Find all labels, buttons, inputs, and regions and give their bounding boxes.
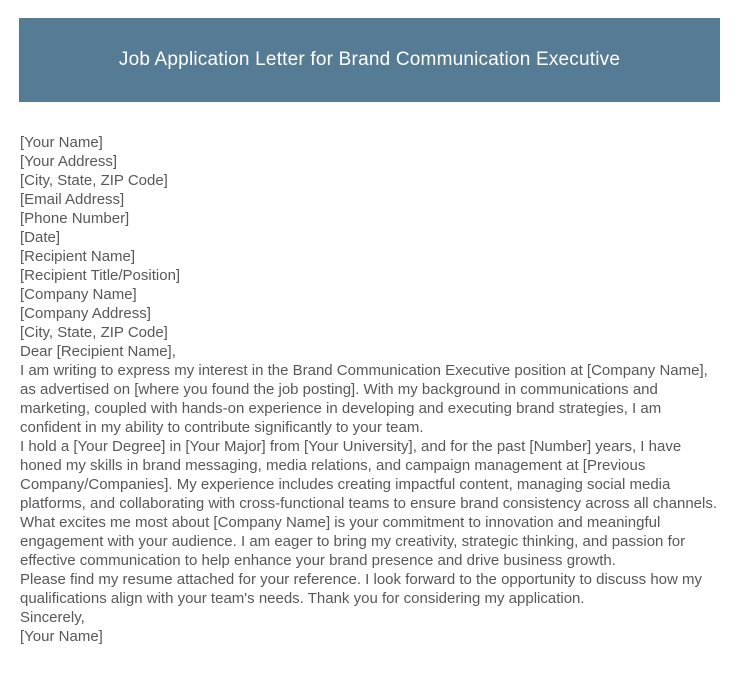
signature-line: [Your Name] (20, 628, 103, 645)
address-line: [Email Address] (20, 191, 125, 208)
letter-paragraph: What excites me most about [Company Name] is your commitment to innovation and meaningful engagement with your audience. I am eager to bring my creativity, strategic thinking, and passion for effective communication to help enhance your brand presence and drive business growth. (20, 514, 686, 569)
address-line: [Your Address] (20, 153, 118, 170)
address-line: [Recipient Name] (20, 248, 136, 265)
address-line: [Company Name] (20, 286, 137, 303)
address-line: [Your Name] (20, 134, 103, 151)
letter-paragraph: I hold a [Your Degree] in [Your Major] from [Your University], and for the past [Number] years, I have honed my skills in brand messaging, media relations, and campaign management at [Previous Company/Companies]. My experience includes creating impactful content, managing social media platforms, and collaborating with cross-functional teams to ensure brand consistency across all channels. (20, 438, 718, 512)
address-line: [City, State, ZIP Code] (20, 324, 168, 341)
letter-paragraph: Please find my resume attached for your reference. I look forward to the opportunity to discuss how my qualifications align with your team's needs. Thank you for considering my application. (20, 571, 702, 607)
address-line: [City, State, ZIP Code] (20, 172, 168, 189)
title-banner (19, 18, 720, 102)
closing-line: Sincerely, (20, 609, 85, 626)
salutation-line: Dear [Recipient Name], (20, 343, 176, 360)
address-line: [Company Address] (20, 305, 151, 322)
letter-paragraph: I am writing to express my interest in the Brand Communication Executive position at [Company Name], as advertised on [where you found the job posting]. With my background in communications and marketing, coupled with hands-on experience in developing and executing brand strategies, I am confident in my ability to contribute significantly to your team. (20, 362, 708, 436)
address-line: [Phone Number] (20, 210, 130, 227)
address-line: [Recipient Title/Position] (20, 267, 181, 284)
page-title: Job Application Letter for Brand Communication Executive (118, 49, 621, 70)
letter-body (20, 133, 720, 646)
address-line: [Date] (20, 229, 61, 246)
